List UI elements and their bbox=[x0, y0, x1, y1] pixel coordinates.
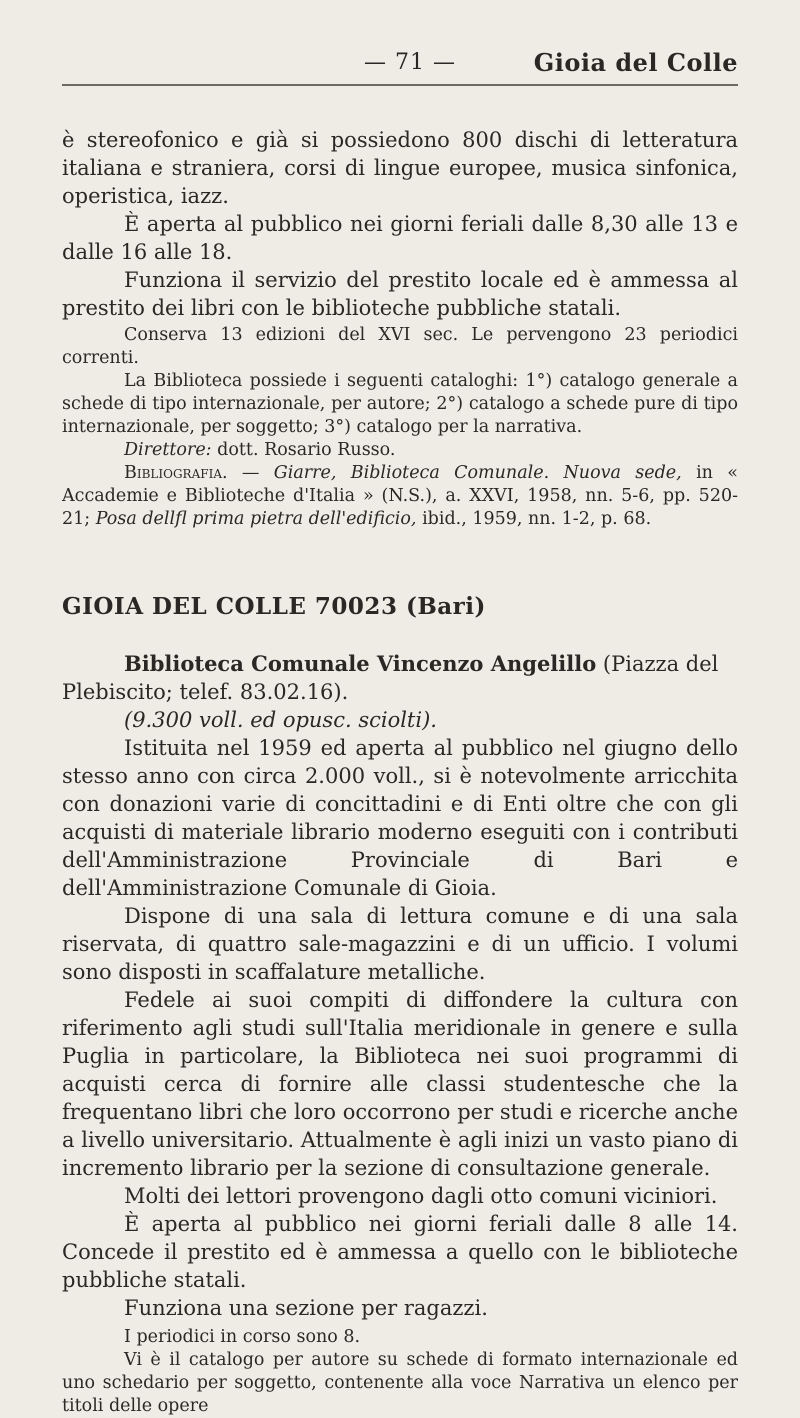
paragraph: Molti dei lettori provengono dagli otto comuni viciniori. bbox=[124, 1184, 718, 1208]
library-heading bbox=[62, 650, 738, 706]
bibliography-label: Bibliografia. bbox=[124, 463, 228, 483]
section-heading: GIOIA DEL COLLE 70023 (Bari) bbox=[62, 593, 486, 620]
paragraph-small: Conserva 13 edizioni del XVI sec. Le pervengono 23 periodici correnti. bbox=[62, 325, 738, 368]
paragraph: Fedele ai suoi compiti di diffondere la cultura con riferimento agli studi sull'Italia meridionale in genere e sulla Puglia in particolare, la Biblioteca nei suoi programmi di acquisti cerca di fornire alle classi studentesche che la frequentano libri che loro occorrono per studi e ricerche anche a livello universitario. Attualmente è agli inizi un vasto piano di incremento librario per la sezione di consultazione generale. bbox=[62, 988, 738, 1180]
paragraph-small: La Biblioteca possiede i seguenti cataloghi: 1°) catalogo generale a schede di tipo internazionale, per autore; 2°) catalogo a schede pure di tipo internazionale, per soggetto; 3°) catalogo per la narrativa. bbox=[62, 371, 738, 437]
bibliography: Bibliografia. — Giarre, Biblioteca Comunale. Nuova sede, in « Accademie e Biblioteche d'Italia » (N.S.), a. XXVI, 1958, nn. 5-6, pp. 520-21; Posa dellfl prima pietra dell'edificio, ibid., 1959, nn. 1-2, p. 68. bbox=[62, 463, 738, 529]
paragraph-small: Vi è il catalogo per autore su schede di formato internazionale ed uno schedario per soggetto, contenente alla voce Narrativa un elenco per titoli delle opere bbox=[62, 1350, 738, 1416]
paragraph: Dispone di una sala di lettura comune e di una sala riservata, di quattro sale-magazzini e di un ufficio. I volumi sono disposti in scaffalature metalliche. bbox=[62, 904, 738, 984]
library-address: (Piazza del Plebiscito; telef. 83.02.16). bbox=[62, 652, 719, 704]
bibliography-title: Posa dellfl prima pietra dell'edificio, bbox=[95, 509, 417, 529]
running-header bbox=[62, 44, 738, 86]
paragraph: è stereofonico e già si possiedono 800 dischi di letteratura italiana e straniera, corsi di lingue europee, musica sinfonica, operistica, iazz. bbox=[62, 128, 738, 208]
paragraph: È aperta al pubblico nei giorni feriali dalle 8,30 alle 13 e dalle 16 alle 18. bbox=[62, 212, 738, 264]
page-number: — 71 — bbox=[364, 50, 456, 75]
paragraph: È aperta al pubblico nei giorni feriali dalle 8 alle 14. Concede il prestito ed è ammessa a quello con le biblioteche pubbliche statali. bbox=[62, 1212, 738, 1292]
page-body bbox=[62, 126, 738, 1418]
paragraph-small: I periodici in corso sono 8. bbox=[124, 1327, 361, 1347]
paragraph: Funziona una sezione per ragazzi. bbox=[124, 1296, 488, 1320]
director-label: Direttore: bbox=[124, 440, 212, 460]
paragraph: Funziona il servizio del prestito locale ed è ammessa al prestito dei libri con le biblioteche pubbliche statali. bbox=[62, 268, 738, 320]
paragraph: Istituita nel 1959 ed aperta al pubblico nel giugno dello stesso anno con circa 2.000 voll., si è notevolmente arricchita con donazioni varie di concittadini e di Enti oltre che con gli acquisti di materiale librario moderno eseguiti con i contributi dell'Amministrazione Provinciale di Bari e dell'Amministrazione Comunale di Gioia. bbox=[62, 736, 738, 900]
director-name: dott. Rosario Russo. bbox=[211, 440, 396, 460]
director-line bbox=[62, 439, 738, 462]
running-title: Gioia del Colle bbox=[533, 48, 738, 77]
library-holdings: (9.300 voll. ed opusc. sciolti). bbox=[124, 708, 437, 732]
library-name: Biblioteca Comunale Vincenzo Angelillo bbox=[124, 651, 597, 676]
bibliography-title: Giarre, Biblioteca Comunale. Nuova sede, bbox=[273, 463, 682, 483]
